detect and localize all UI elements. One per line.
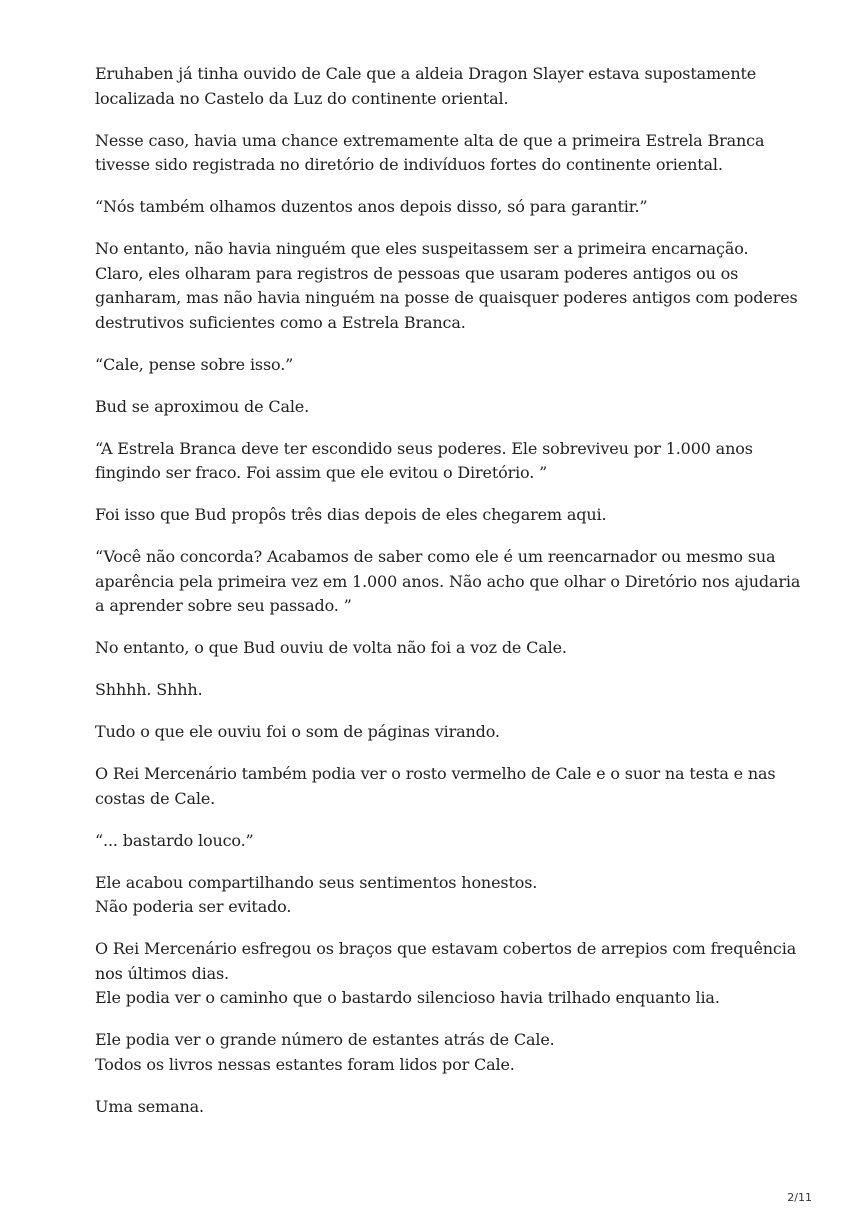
paragraph bbox=[95, 353, 785, 378]
text-line: Nesse caso, havia uma chance extremamente alta de que a primeira Estrela Branca bbox=[95, 130, 765, 150]
paragraph bbox=[95, 829, 785, 854]
text-line: “... bastardo louco.” bbox=[95, 830, 254, 850]
text-line: tivesse sido registrada no diretório de indivíduos fortes do continente oriental. bbox=[95, 155, 723, 174]
text-line: O Rei Mercenário também podia ver o rosto vermelho de Cale e o suor na testa e nas bbox=[95, 764, 776, 783]
text-line: Todos os livros nessas estantes foram lidos por Cale. bbox=[95, 1054, 515, 1074]
text-line: “A Estrela Branca deve ter escondido seus poderes. Ele sobreviveu por 1.000 anos bbox=[95, 438, 753, 458]
text-line: Uma semana. bbox=[95, 1096, 204, 1116]
paragraph bbox=[95, 395, 785, 420]
paragraph bbox=[95, 129, 785, 178]
paragraph bbox=[95, 937, 797, 1011]
paragraph bbox=[95, 237, 798, 335]
paragraph bbox=[95, 1095, 785, 1120]
text-line: Ele acabou compartilhando seus sentimentos honestos. bbox=[95, 872, 538, 892]
paragraph bbox=[95, 195, 785, 220]
text-line: aparência pela primeira vez em 1.000 anos. Não acho que olhar o Diretório nos ajudaria bbox=[95, 571, 801, 591]
text-line: “Você não concorda? Acabamos de saber como ele é um reencarnador ou mesmo sua bbox=[95, 547, 776, 566]
text-line: destrutivos suficientes como a Estrela Branca. bbox=[95, 312, 466, 332]
text-line: Ele podia ver o grande número de estantes atrás de Cale. bbox=[95, 1030, 555, 1049]
paragraph bbox=[95, 720, 785, 745]
text-line: fingindo ser fraco. Foi assim que ele evitou o Diretório. ” bbox=[95, 463, 548, 482]
text-line: O Rei Mercenário esfregou os braços que estavam cobertos de arrepios com frequência bbox=[95, 939, 797, 958]
text-line: No entanto, o que Bud ouviu de volta não foi a voz de Cale. bbox=[95, 638, 567, 657]
text-line: Ele podia ver o caminho que o bastardo silencioso havia trilhado enquanto lia. bbox=[95, 988, 720, 1007]
text-line: costas de Cale. bbox=[95, 788, 216, 808]
paragraph bbox=[95, 437, 785, 486]
text-line: “Cale, pense sobre isso.” bbox=[95, 354, 294, 374]
text-line: Eruhaben já tinha ouvido de Cale que a aldeia Dragon Slayer estava supostamente bbox=[95, 64, 757, 83]
page-number: 2/11 bbox=[787, 1191, 812, 1204]
text-line: ganharam, mas não havia ninguém na posse de quaisquer poderes antigos com poderes bbox=[95, 288, 798, 307]
text-line: a aprender sobre seu passado. ” bbox=[95, 596, 352, 615]
paragraph bbox=[95, 1028, 785, 1077]
paragraph bbox=[95, 678, 785, 703]
paragraph bbox=[95, 762, 785, 811]
paragraph bbox=[95, 636, 785, 661]
text-line: Tudo o que ele ouviu foi o som de páginas virando. bbox=[95, 722, 500, 741]
paragraph bbox=[95, 871, 785, 920]
text-line: “Nós também olhamos duzentos anos depois disso, só para garantir.” bbox=[95, 197, 648, 216]
document-body bbox=[95, 62, 801, 1137]
paragraph bbox=[95, 545, 801, 619]
text-line: Não poderia ser evitado. bbox=[95, 897, 292, 916]
paragraph bbox=[95, 62, 785, 111]
paragraph bbox=[95, 503, 785, 528]
text-line: nos últimos dias. bbox=[95, 963, 229, 983]
text-line: Foi isso que Bud propôs três dias depois de eles chegarem aqui. bbox=[95, 505, 607, 524]
text-line: Bud se aproximou de Cale. bbox=[95, 396, 310, 416]
text-line: localizada no Castelo da Luz do continente oriental. bbox=[95, 88, 509, 108]
text-line: Shhhh. Shhh. bbox=[95, 680, 203, 699]
text-line: No entanto, não havia ninguém que eles suspeitassem ser a primeira encarnação. bbox=[95, 239, 749, 258]
text-line: Claro, eles olharam para registros de pessoas que usaram poderes antigos ou os bbox=[95, 263, 739, 283]
